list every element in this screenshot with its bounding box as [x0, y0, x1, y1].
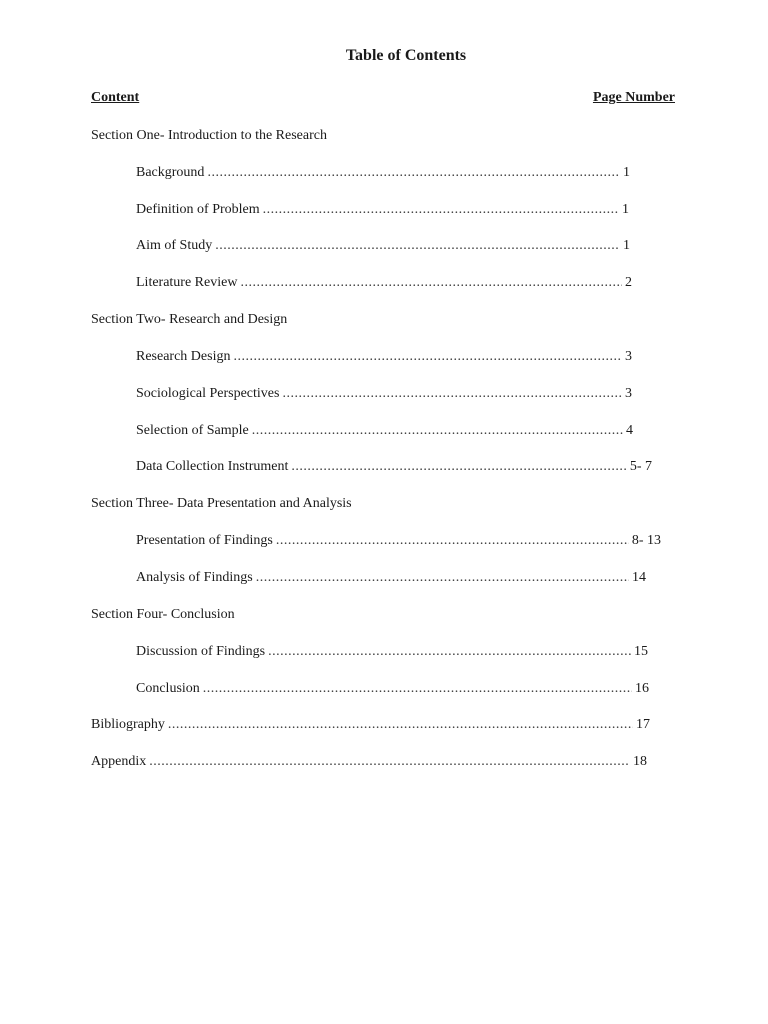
dot-leader: [207, 163, 620, 183]
dot-leader: [282, 384, 622, 404]
toc-section-label: Section Two- Research and Design: [91, 312, 288, 327]
toc-section-heading: [91, 494, 352, 514]
dot-leader: [263, 200, 619, 220]
toc-entry: [136, 421, 633, 441]
toc-entry-page: 17: [636, 717, 650, 732]
toc-section-label: Section Four- Conclusion: [91, 607, 235, 622]
toc-entry: [136, 568, 646, 588]
toc-entry-label: Data Collection Instrument: [136, 459, 289, 474]
toc-section-label: Section One- Introduction to the Research: [91, 128, 327, 143]
toc-entry-label: Background: [136, 165, 205, 180]
toc-entry-label: Definition of Problem: [136, 202, 260, 217]
toc-entry: [136, 457, 652, 477]
toc-entry-label: Analysis of Findings: [136, 570, 253, 585]
toc-section-heading: [91, 310, 287, 330]
toc-entry-label: Appendix: [91, 754, 147, 769]
page-title: Table of Contents: [345, 47, 467, 64]
toc-entry-label: Discussion of Findings: [136, 644, 266, 659]
dot-leader: [256, 568, 629, 588]
toc-entry: [136, 163, 630, 183]
toc-entry: [136, 347, 632, 367]
toc-entry-label: Conclusion: [136, 681, 200, 696]
toc-entry: [91, 752, 647, 772]
toc-section-heading: [91, 605, 235, 625]
dot-leader: [240, 273, 622, 293]
toc-entry: [136, 384, 632, 404]
toc-entry-page: 1: [623, 165, 630, 180]
toc-entry-page: 2: [625, 275, 632, 290]
dot-leader: [203, 679, 632, 699]
toc-section-label: Section Three- Data Presentation and Analysis: [91, 496, 352, 511]
toc-entry-page: 16: [635, 681, 649, 696]
toc-entry: [136, 531, 661, 551]
toc-entry-label: Aim of Study: [136, 238, 213, 253]
dot-leader: [168, 715, 633, 735]
dot-leader: [252, 421, 623, 441]
dot-leader: [215, 236, 620, 256]
toc-entry-label: Sociological Perspectives: [136, 386, 280, 401]
dot-leader: [233, 347, 622, 367]
toc-entry-page: 1: [623, 238, 630, 253]
toc-entry-page: 4: [626, 423, 633, 438]
toc-entry-page: 3: [625, 349, 632, 364]
toc-entry-label: Research Design: [136, 349, 231, 364]
toc-entry: [136, 236, 630, 256]
toc-entry: [136, 642, 648, 662]
toc-entry: [91, 715, 650, 735]
toc-entry-page: 8- 13: [631, 533, 661, 548]
dot-leader: [276, 531, 629, 551]
toc-entry: [136, 200, 629, 220]
toc-entry-label: Bibliography: [91, 717, 165, 732]
toc-entry: [136, 679, 649, 699]
toc-entry-page: 14: [632, 570, 646, 585]
page-number-column-header: Page Number: [592, 90, 675, 105]
dot-leader: [149, 752, 630, 772]
toc-entry-page: 1: [622, 202, 629, 217]
toc-entry-page: 15: [634, 644, 648, 659]
toc-section-heading: [91, 126, 327, 146]
toc-entry: [136, 273, 632, 293]
toc-entry-label: Literature Review: [136, 275, 238, 290]
toc-entry-label: Selection of Sample: [136, 423, 249, 438]
dot-leader: [291, 457, 626, 477]
content-column-header: Content: [91, 90, 140, 105]
toc-entry-page: 5- 7: [629, 459, 652, 474]
toc-entry-page: 3: [625, 386, 632, 401]
toc-entry-label: Presentation of Findings: [136, 533, 273, 548]
toc-entry-page: 18: [633, 754, 647, 769]
dot-leader: [268, 642, 631, 662]
